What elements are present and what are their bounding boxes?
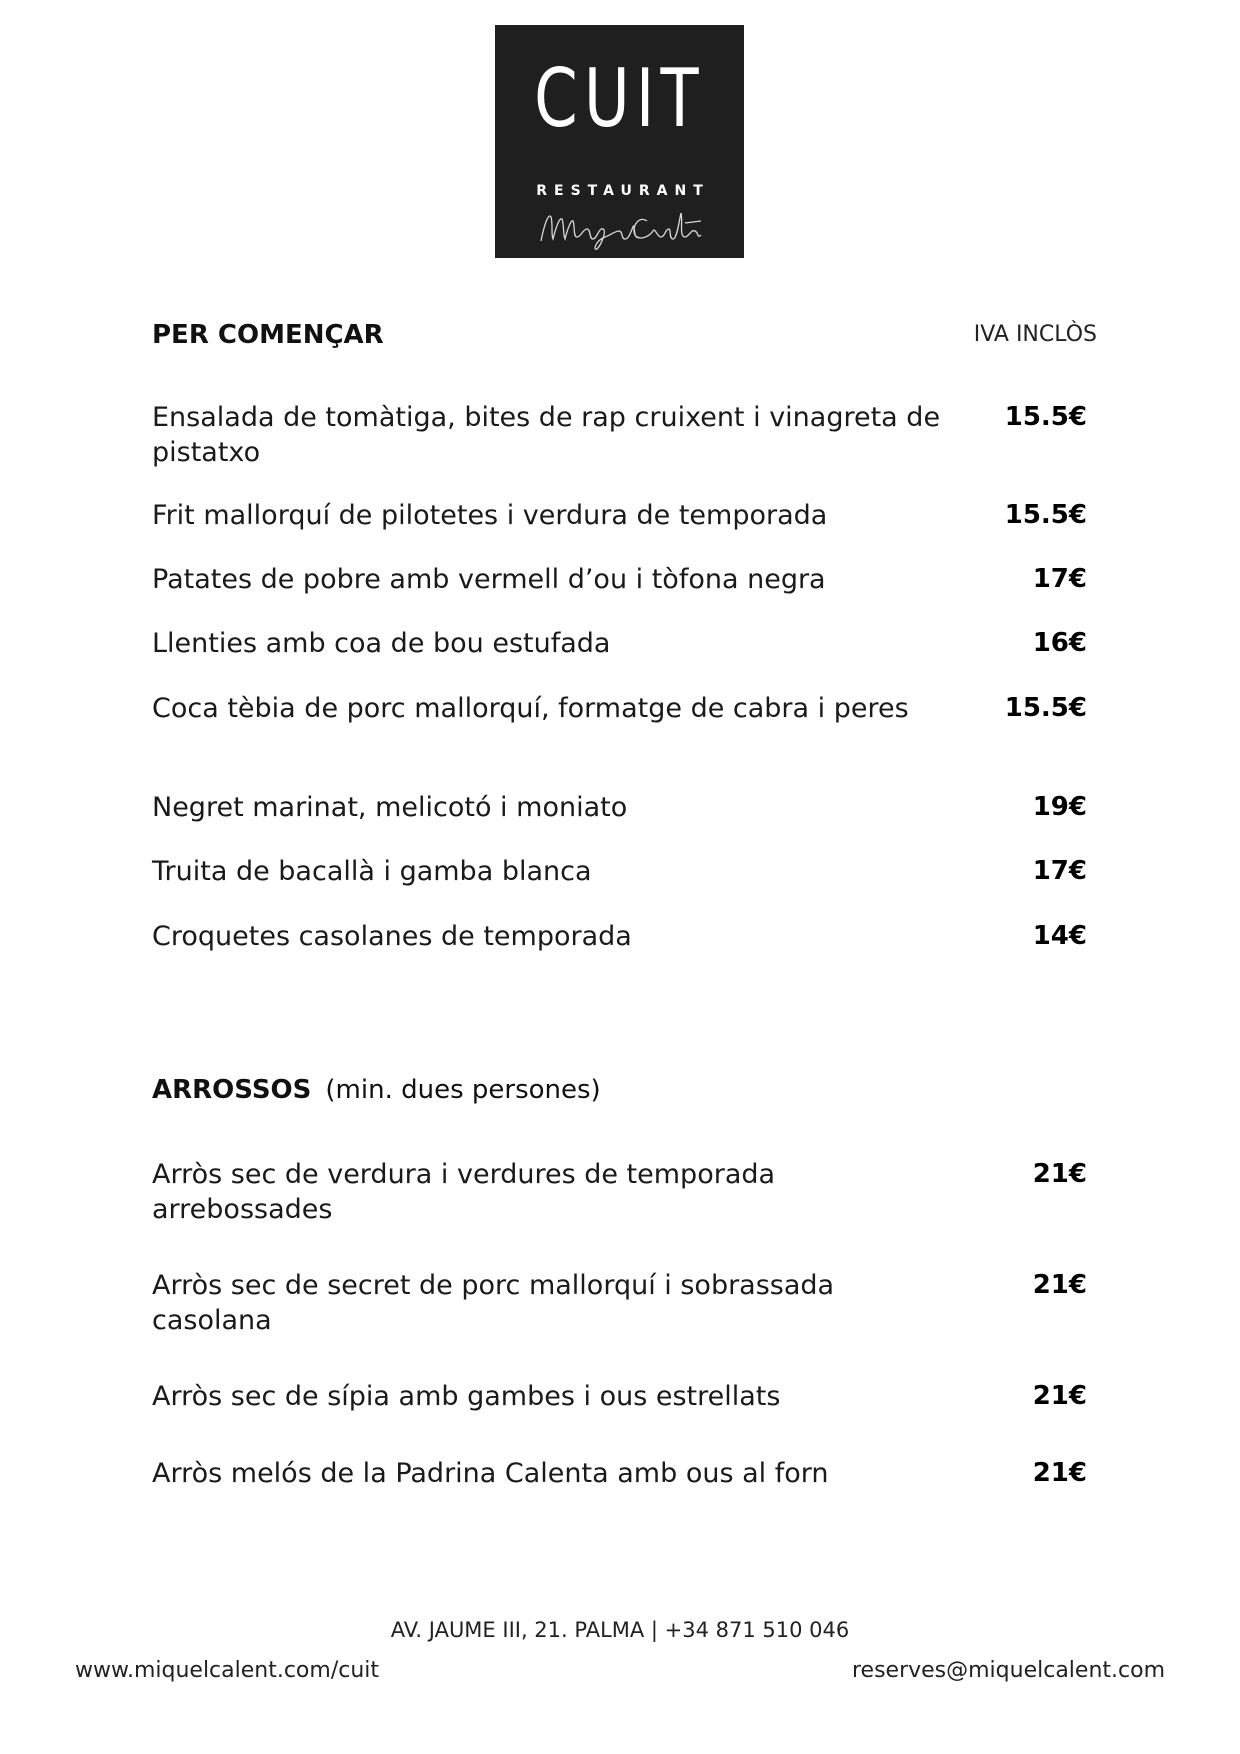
item-name: Arròs sec de sípia amb gambes i ous estrellats [152, 1381, 781, 1412]
item-price: 21€ [1032, 1270, 1087, 1300]
item-price: 21€ [1032, 1458, 1087, 1488]
item-price: 17€ [1032, 856, 1087, 886]
section-title-starters: PER COMENÇAR [152, 320, 384, 350]
item-price: 21€ [1032, 1381, 1087, 1411]
item-price: 14€ [1032, 921, 1087, 951]
menu-item [152, 1379, 1087, 1414]
item-name: Llenties amb coa de bou estufada [152, 628, 611, 659]
item-price: 16€ [1032, 628, 1087, 658]
section-title-rice-label: ARROSSOS [152, 1075, 312, 1105]
website-link[interactable]: www.miquelcalent.com/cuit [75, 1658, 380, 1683]
signature-icon [535, 201, 705, 253]
email-link[interactable]: reserves@miquelcalent.com [851, 1658, 1165, 1683]
section-title-rice [152, 1075, 601, 1105]
footer-address: AV. JAUME III, 21. PALMA | +34 871 510 046 [390, 1618, 850, 1642]
menu-item [152, 691, 1087, 726]
item-price: 19€ [1032, 792, 1087, 822]
item-name: Arròs sec de secret de porc mallorquí i sobrassada casolana [152, 1270, 835, 1336]
menu-item [152, 1456, 1087, 1491]
item-name: Arròs melós de la Padrina Calenta amb ous al forn [152, 1458, 829, 1489]
menu-item [152, 626, 1087, 661]
menu-item [152, 1157, 1087, 1227]
item-name: Patates de pobre amb vermell d’ou i tòfona negra [152, 564, 826, 595]
item-name: Croquetes casolanes de temporada [152, 921, 632, 952]
item-price: 15.5€ [1004, 693, 1087, 723]
item-name: Negret marinat, melicotó i moniato [152, 792, 628, 823]
item-name: Arròs sec de verdura i verdures de temporada arrebossades [152, 1159, 776, 1225]
section-note-rice: (min. dues persones) [325, 1075, 601, 1105]
menu-item [152, 854, 1087, 889]
item-name: Truita de bacallà i gamba blanca [152, 856, 592, 887]
item-name: Coca tèbia de porc mallorquí, formatge de cabra i peres [152, 693, 909, 724]
item-price: 15.5€ [1004, 402, 1087, 432]
tax-included-note: IVA INCLÒS [973, 322, 1097, 347]
restaurant-logo [495, 25, 744, 258]
menu-item [152, 400, 1087, 470]
item-price: 15.5€ [1004, 500, 1087, 530]
item-price: 21€ [1032, 1159, 1087, 1189]
menu-item [152, 1268, 1087, 1338]
logo-subtitle: RESTAURANT [536, 183, 710, 199]
menu-item [152, 498, 1087, 533]
item-name: Frit mallorquí de pilotetes i verdura de temporada [152, 500, 828, 531]
logo-name: CUIT [534, 52, 705, 145]
menu-item [152, 919, 1087, 954]
item-name: Ensalada de tomàtiga, bites de rap cruixent i vinagreta de pistatxo [152, 402, 941, 468]
menu-item [152, 562, 1087, 597]
item-price: 17€ [1032, 564, 1087, 594]
menu-item [152, 790, 1087, 825]
